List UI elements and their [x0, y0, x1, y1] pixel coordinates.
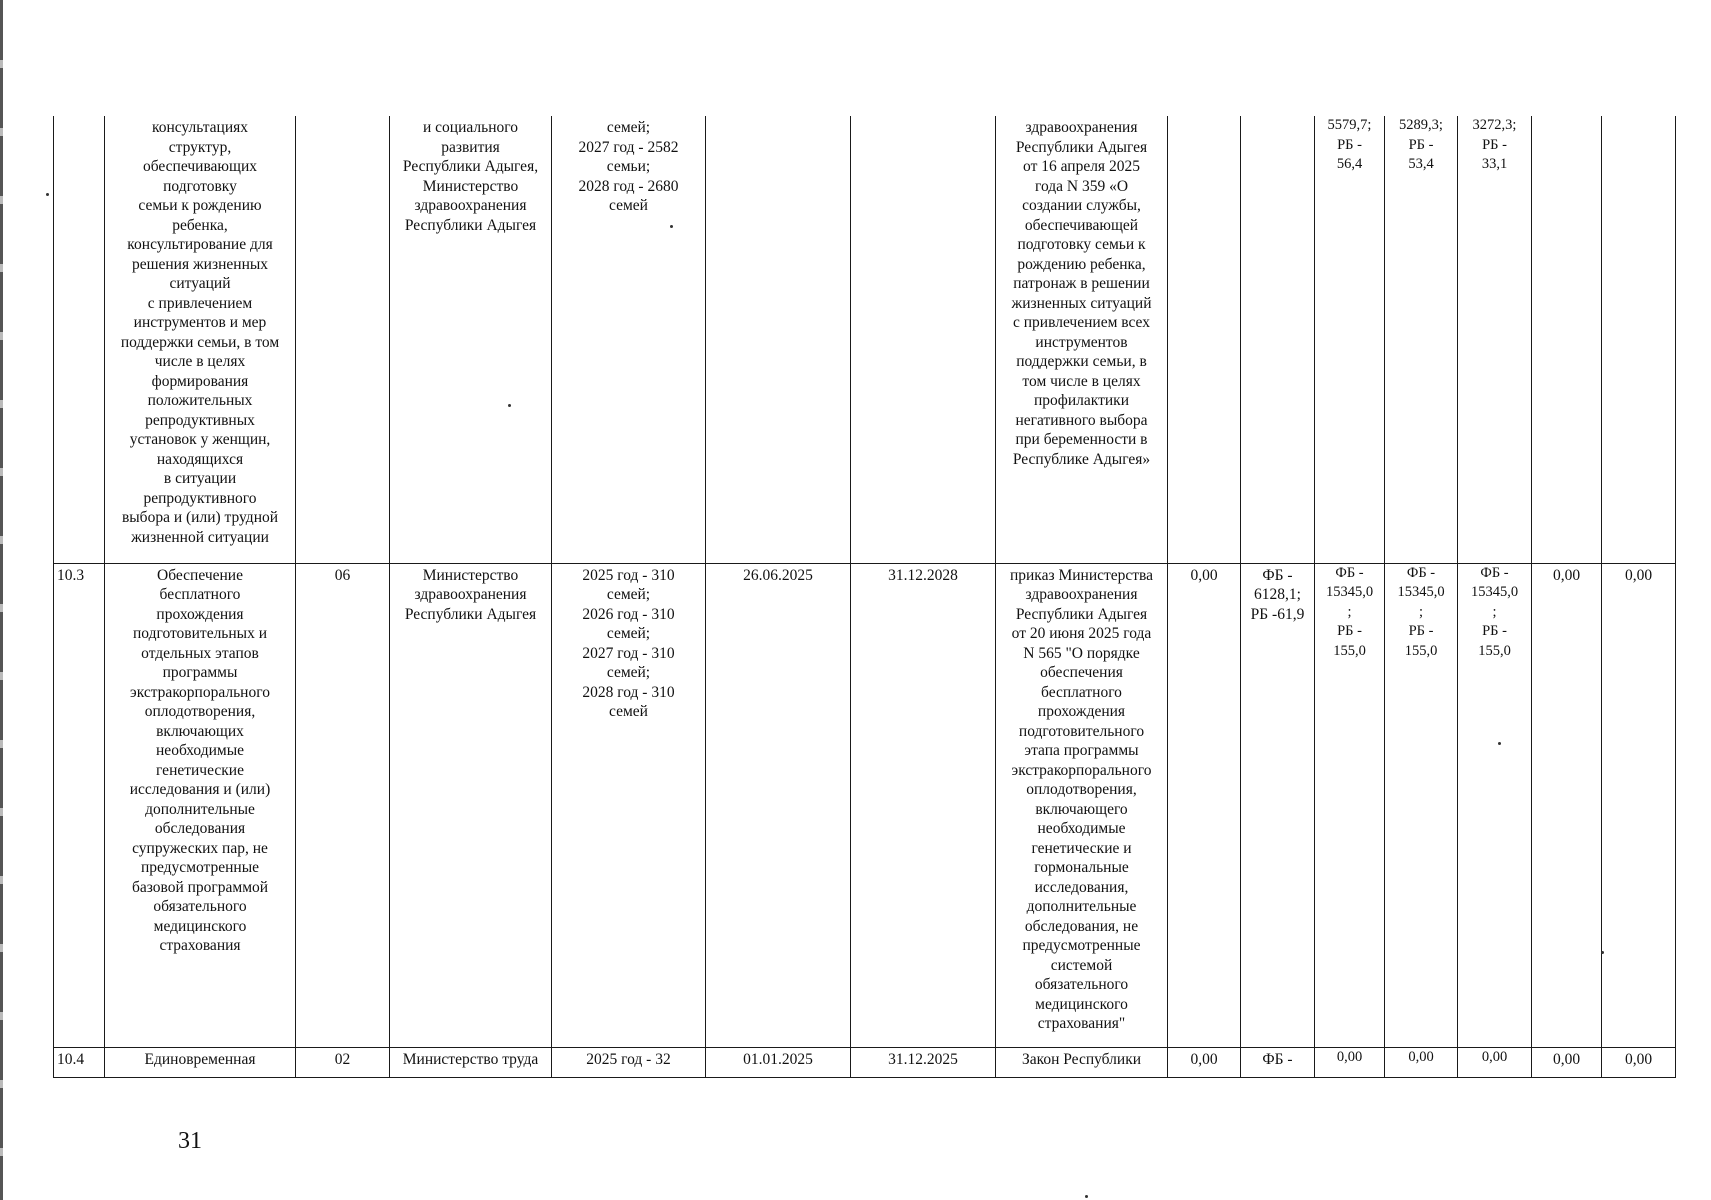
cell-number: 10.4 — [54, 1047, 105, 1077]
cell-funding-4: 0,00 — [1385, 1047, 1458, 1077]
program-measures-table — [53, 116, 1676, 1078]
scan-speck — [1601, 951, 1604, 954]
cell-funding-2 — [1241, 116, 1315, 563]
cell-funding-5: ФБ - 15345,0 ; РБ - 155,0 — [1458, 563, 1532, 1047]
scan-speck — [1498, 742, 1501, 745]
cell-end-date — [851, 116, 996, 563]
cell-funding-3: ФБ - 15345,0 ; РБ - 155,0 — [1315, 563, 1385, 1047]
cell-executor: Министерство труда — [390, 1047, 552, 1077]
cell-number — [54, 116, 105, 563]
cell-funding-3: 0,00 — [1315, 1047, 1385, 1077]
cell-funding-7 — [1602, 116, 1676, 563]
cell-start-date: 01.01.2025 — [706, 1047, 851, 1077]
scan-speck — [670, 225, 673, 228]
cell-measure-name: Единовременная — [105, 1047, 296, 1077]
scan-speck — [1085, 1195, 1088, 1198]
cell-funding-2: ФБ - — [1241, 1047, 1315, 1077]
scan-left-edge — [0, 0, 3, 1200]
page-number: 31 — [178, 1128, 202, 1154]
cell-funding-1: 0,00 — [1168, 1047, 1241, 1077]
table-row — [54, 1047, 1676, 1077]
cell-code: 02 — [296, 1047, 390, 1077]
cell-indicator: 2025 год - 310 семей; 2026 год - 310 семей; 2027 год - 310 семей; 2028 год - 310 семей — [552, 563, 706, 1047]
cell-funding-7: 0,00 — [1602, 1047, 1676, 1077]
cell-funding-6: 0,00 — [1532, 1047, 1602, 1077]
cell-indicator: 2025 год - 32 — [552, 1047, 706, 1077]
cell-funding-4: ФБ - 15345,0 ; РБ - 155,0 — [1385, 563, 1458, 1047]
cell-measure-name: консультациях структур, обеспечивающих подготовку семьи к рождению ребенка, консультирование для решения жизненных ситуаций с привлечением инструментов и мер поддержки семьи, в том числе в целях формирования положительных репродуктивных установок у женщин, находящихся в ситуации репродуктивного выбора и (или) трудной жизненной ситуации — [105, 116, 296, 563]
cell-funding-6: 0,00 — [1532, 563, 1602, 1047]
cell-start-date: 26.06.2025 — [706, 563, 851, 1047]
cell-document: здравоохранения Республики Адыгея от 16 апреля 2025 года N 359 «О создании службы, обеспечивающей подготовку семьи к рождению ребенка, патронаж в решении жизненных ситуаций с привлечением всех инструментов поддержки семьи, в том числе в целях профилактики негативного выбора при беременности в Республике Адыгея» — [996, 116, 1168, 563]
cell-number: 10.3 — [54, 563, 105, 1047]
table-row — [54, 563, 1676, 1047]
cell-funding-1: 0,00 — [1168, 563, 1241, 1047]
cell-indicator: семей; 2027 год - 2582 семьи; 2028 год - 2680 семей — [552, 116, 706, 563]
cell-start-date — [706, 116, 851, 563]
cell-executor: и социального развития Республики Адыгея, Министерство здравоохранения Республики Адыгея — [390, 116, 552, 563]
cell-funding-1 — [1168, 116, 1241, 563]
cell-funding-6 — [1532, 116, 1602, 563]
cell-code — [296, 116, 390, 563]
cell-funding-4: 5289,3; РБ - 53,4 — [1385, 116, 1458, 563]
cell-code: 06 — [296, 563, 390, 1047]
cell-funding-2: ФБ - 6128,1; РБ -61,9 — [1241, 563, 1315, 1047]
scan-speck — [508, 404, 511, 407]
cell-funding-3: 5579,7; РБ - 56,4 — [1315, 116, 1385, 563]
cell-end-date: 31.12.2028 — [851, 563, 996, 1047]
cell-document: Закон Республики — [996, 1047, 1168, 1077]
cell-funding-5: 0,00 — [1458, 1047, 1532, 1077]
table-row — [54, 116, 1676, 563]
cell-measure-name: Обеспечение бесплатного прохождения подготовительных и отдельных этапов программы экстракорпорального оплодотворения, включающих необходимые генетические исследования и (или) дополнительные обследования супружеских пар, не предусмотренные базовой программой обязательного медицинского страхования — [105, 563, 296, 1047]
cell-funding-7: 0,00 — [1602, 563, 1676, 1047]
cell-executor: Министерство здравоохранения Республики Адыгея — [390, 563, 552, 1047]
cell-funding-5: 3272,3; РБ - 33,1 — [1458, 116, 1532, 563]
scan-speck — [46, 193, 49, 196]
cell-end-date: 31.12.2025 — [851, 1047, 996, 1077]
cell-document: приказ Министерства здравоохранения Республики Адыгея от 20 июня 2025 года N 565 "О порядке обеспечения бесплатного прохождения подготовительного этапа программы экстракорпорального оплодотворения, включающего необходимые генетические и гормональные исследования, дополнительные обследования, не предусмотренные системой обязательного медицинского страхования" — [996, 563, 1168, 1047]
